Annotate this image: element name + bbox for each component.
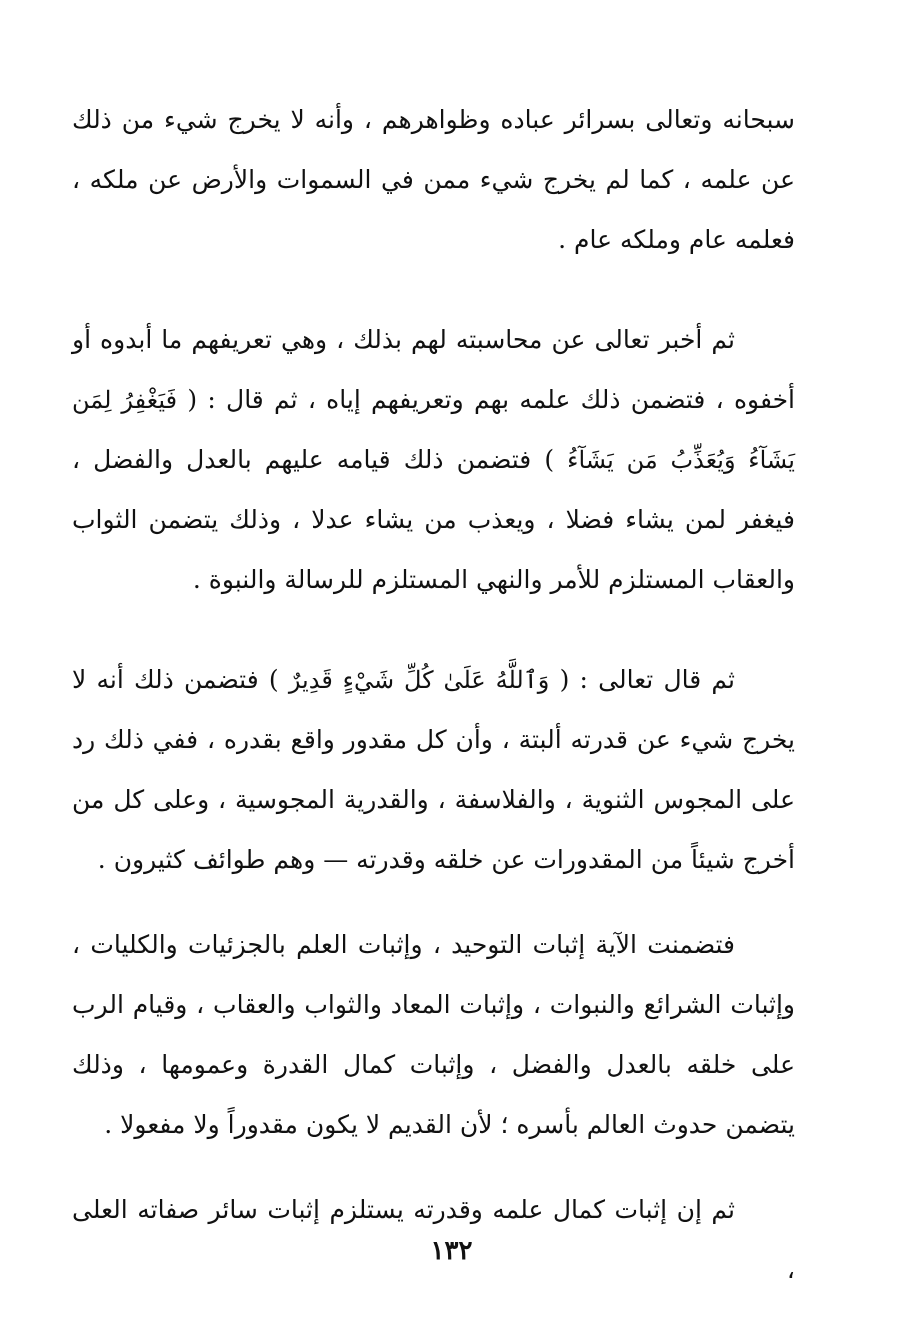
page-body xyxy=(72,90,795,1300)
paragraph-1-text: سبحانه وتعالى بسرائر عباده وظواهرهم ، وأنه لا يخرج شيء من ذلك عن علمه ، كما لم يخرج شيء ممن في السموات والأرض عن ملكه ، فعلمه عام وملكه عام . xyxy=(72,105,795,254)
page-number: ١٣٢ xyxy=(430,1236,473,1266)
paragraph-gap xyxy=(72,1155,795,1180)
paragraph-2-rest: ) فتضمن ذلك قيامه عليهم بالعدل والفضل ، فيغفر لمن يشاء فضلا ، ويعذب من يشاء عدلا ، وذلك يتضمن الثواب والعقاب المستلزم للأمر والنهي المستلزم للرسالة والنبوة . xyxy=(72,445,795,594)
paragraph-2-intro: ثم أخبر تعالى عن محاسبته لهم بذلك ، وهي تعريفهم ما أبدوه أو أخفوه ، فتضمن ذلك علمه بهم وتعريفهم إياه ، ثم قال : ( xyxy=(72,325,796,414)
paragraph-gap xyxy=(72,890,795,915)
paragraph-3-intro: ثم قال تعالى : ( xyxy=(559,665,735,694)
paragraph-gap xyxy=(72,610,795,650)
paragraph-2 xyxy=(72,310,795,610)
paragraph-1 xyxy=(72,90,795,270)
paragraph-3-rest: ) فتضمن ذلك أنه لا يخرج شيء عن قدرته ألبتة ، وأن كل مقدور واقع بقدره ، ففي ذلك رد على المجوس الثنوية ، والفلاسفة ، والقدرية المجوسية ، وعلى كل من أخرج شيئاً من المقدورات عن خلقه وقدرته — وهم طوائف كثيرون . xyxy=(72,665,795,874)
paragraph-3 xyxy=(72,650,795,890)
paragraph-gap xyxy=(72,270,795,310)
paragraph-4-text: فتضمنت الآية إثبات التوحيد ، وإثبات العلم بالجزئيات والكليات ، وإثبات الشرائع والنبوات ، وإثبات المعاد والثواب والعقاب ، وقيام الرب على خلقه بالعدل والفضل ، وإثبات كمال القدرة وعمومها ، وذلك يتضمن حدوث العالم بأسره ؛ لأن القديم لا يكون مقدوراً ولا مفعولا . xyxy=(72,930,795,1139)
paragraph-4 xyxy=(72,915,795,1155)
paragraph-5-text: ثم إن إثبات كمال علمه وقدرته يستلزم إثبات سائر صفاته العلى ، xyxy=(72,1195,795,1284)
quran-verse-1: فَيَغْفِرُ لِمَن يَشَآءُ وَيُعَذِّبُ مَن يَشَآءُ xyxy=(72,386,795,474)
quran-verse-2: وَٱللَّهُ عَلَىٰ كُلِّ شَيْءٍ قَدِيرٌ xyxy=(288,666,550,694)
